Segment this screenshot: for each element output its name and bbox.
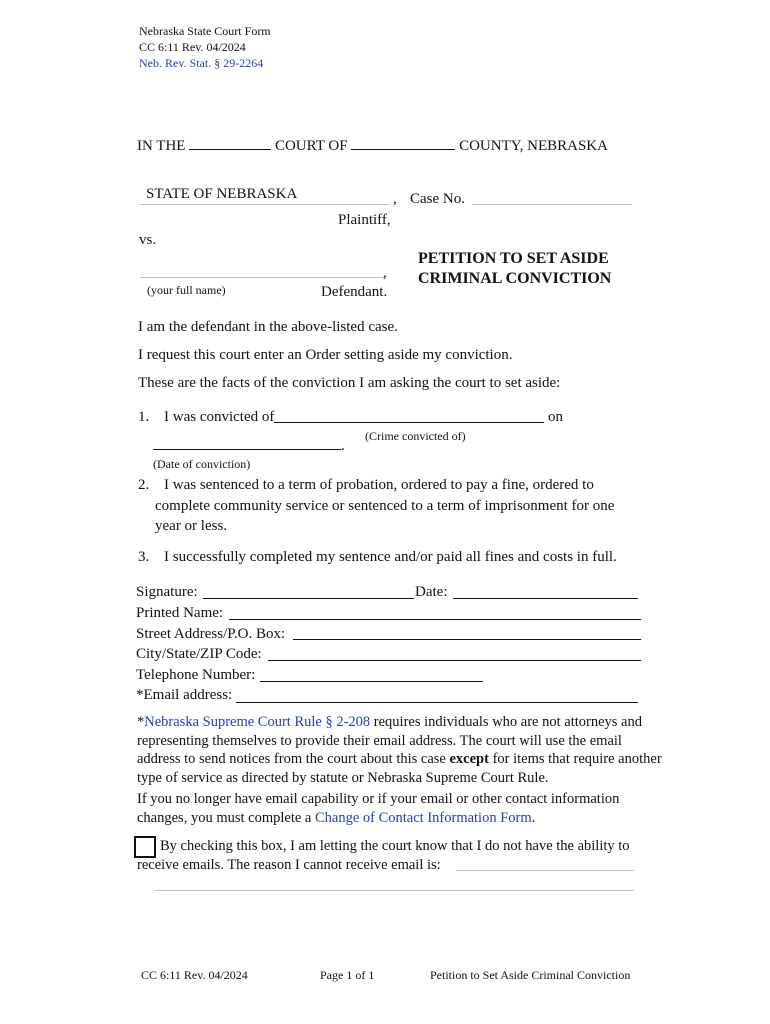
county-label: COUNTY, NEBRASKA <box>459 138 608 154</box>
plaintiff-line <box>140 204 390 205</box>
change-of-contact-form-link[interactable]: Change of Contact Information Form <box>314 809 532 826</box>
item-2-number: 2. <box>138 477 150 493</box>
court-of-label: COURT OF <box>274 138 348 154</box>
contact-change-notice <box>137 790 667 827</box>
statement-request: I request this court enter an Order setting aside my conviction. <box>138 347 513 363</box>
item-1-on: on <box>548 409 563 425</box>
comma: , <box>393 191 397 207</box>
item-2-line2: complete community service or sentenced to a term of imprisonment for one <box>155 498 615 514</box>
statement-defendant: I am the defendant in the above-listed case. <box>138 319 398 335</box>
email-rule-notice <box>137 713 667 787</box>
date-field[interactable] <box>453 598 638 599</box>
in-the-label: IN THE <box>137 138 186 154</box>
no-email-reason-field[interactable] <box>456 870 634 871</box>
document-title-line2: CRIMINAL CONVICTION <box>418 270 612 287</box>
plaintiff-label: Plaintiff, <box>338 212 391 228</box>
footer-page-number: Page 1 of 1 <box>320 968 375 982</box>
printed-name-field[interactable] <box>229 619 641 620</box>
supreme-court-rule-link[interactable]: Nebraska Supreme Court Rule § 2-208 <box>144 714 371 730</box>
comma: , <box>383 265 387 281</box>
no-email-reason-field-continued[interactable] <box>155 890 634 891</box>
notice-text-2: for items that require another type of service as directed by statute or Nebraska Supreme Court Rule. <box>137 751 662 786</box>
telephone-field[interactable] <box>260 681 483 682</box>
street-address-label: Street Address/P.O. Box: <box>136 626 286 642</box>
defendant-label: Defendant. <box>321 284 388 300</box>
court-type-field[interactable] <box>189 135 271 150</box>
no-email-statement: By checking this box, I am letting the court know that I do not have the ability to receive emails. The reason I cannot receive email is: <box>137 838 630 873</box>
telephone-label: Telephone Number: <box>136 667 256 683</box>
conviction-date-field[interactable] <box>153 449 341 450</box>
change-text-1: If you no longer have email capability or if your email or other contact information changes, you must complete a <box>137 791 620 826</box>
case-no-field[interactable] <box>472 204 632 205</box>
item-1-text: I was convicted of <box>164 409 275 425</box>
street-address-field[interactable] <box>293 639 641 640</box>
city-state-zip-field[interactable] <box>268 660 641 661</box>
except-text: except <box>449 751 489 767</box>
county-field[interactable] <box>351 135 455 150</box>
your-full-name-hint: (your full name) <box>147 283 226 297</box>
crime-field[interactable] <box>274 422 544 423</box>
email-field[interactable] <box>236 702 638 703</box>
asterisk: * <box>137 714 145 730</box>
notice-text-1: requires individuals who are not attorneys and representing themselves to provide their email address. The court will use the email address to send notices from the court about this case <box>137 714 642 767</box>
item-1-number: 1. <box>138 409 150 425</box>
change-text-2: . <box>531 809 536 826</box>
form-revision: CC 6:11 Rev. 04/2024 <box>139 40 246 54</box>
statement-facts: These are the facts of the conviction I am asking the court to set aside: <box>138 375 561 391</box>
printed-name-label: Printed Name: <box>136 605 224 621</box>
court-line <box>137 135 608 155</box>
form-name: Nebraska State Court Form <box>139 24 271 38</box>
case-no-label: Case No. <box>410 191 465 207</box>
item-3-text: I successfully completed my sentence and/or paid all fines and costs in full. <box>164 549 617 565</box>
crime-hint: (Crime convicted of) <box>365 429 466 443</box>
date-hint: (Date of conviction) <box>153 457 251 471</box>
plaintiff-name: STATE OF NEBRASKA <box>146 186 298 202</box>
footer-form-number: CC 6:11 Rev. 04/2024 <box>141 968 248 982</box>
item-2-line1: I was sentenced to a term of probation, ordered to pay a fine, ordered to <box>164 477 594 493</box>
item-3-number: 3. <box>138 549 150 565</box>
footer-form-title: Petition to Set Aside Criminal Conviction <box>430 968 631 982</box>
vs-label: vs. <box>139 232 157 248</box>
date-label: Date: <box>415 584 448 600</box>
document-title-line1: PETITION TO SET ASIDE <box>418 250 609 267</box>
statute-link[interactable]: Neb. Rev. Stat. § 29-2264 <box>139 56 264 70</box>
email-label: *Email address: <box>136 687 233 703</box>
item-2-line3: year or less. <box>155 518 228 534</box>
signature-label: Signature: <box>136 584 198 600</box>
period: . <box>341 438 345 454</box>
defendant-name-field[interactable] <box>140 277 384 278</box>
city-state-zip-label: City/State/ZIP Code: <box>136 646 262 662</box>
signature-field[interactable] <box>203 598 414 599</box>
